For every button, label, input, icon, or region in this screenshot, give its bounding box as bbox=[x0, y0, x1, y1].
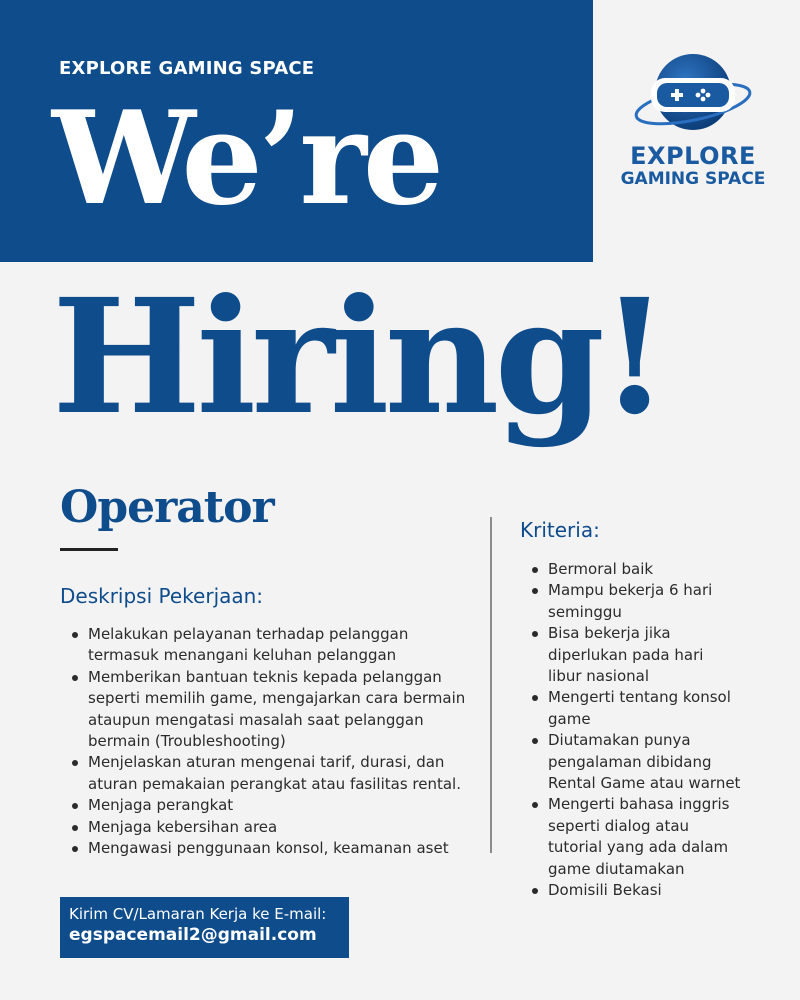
item-line: pengalaman dibidang bbox=[548, 752, 712, 771]
item-line: Diutamakan punya bbox=[548, 731, 691, 750]
criteria-list bbox=[522, 559, 762, 902]
item-line: seminggu bbox=[548, 602, 622, 621]
title-divider bbox=[60, 548, 118, 551]
item-line: termasuk menangani keluhan pelanggan bbox=[88, 646, 397, 665]
item-line: Bisa bekerja jika bbox=[548, 624, 671, 643]
contact-box bbox=[60, 897, 349, 958]
item-line: Bermoral baik bbox=[548, 560, 654, 578]
brand-logo bbox=[605, 48, 781, 198]
item-line: Memberikan bantuan teknis kepada pelanggan bbox=[88, 667, 442, 686]
list-item bbox=[522, 730, 762, 794]
list-item bbox=[62, 795, 482, 816]
item-line: Mengerti bahasa inggris bbox=[548, 795, 730, 814]
list-item bbox=[522, 880, 762, 901]
item-line: game bbox=[548, 709, 591, 728]
list-item bbox=[62, 667, 482, 753]
list-item bbox=[522, 794, 762, 880]
list-item bbox=[522, 559, 762, 580]
item-line: Melakukan pelayanan terhadap pelanggan bbox=[88, 625, 409, 643]
contact-label: Kirim CV/Lamaran Kerja ke E-mail: bbox=[69, 905, 327, 923]
item-line: Mengerti tentang konsol bbox=[548, 688, 731, 707]
column-divider bbox=[490, 517, 492, 853]
list-item bbox=[62, 752, 482, 795]
item-line: aturan pemakaian perangkat atau fasilitas rental. bbox=[88, 774, 461, 793]
job-title: Operator bbox=[60, 482, 274, 533]
logo-text-line-2: GAMING SPACE bbox=[620, 169, 766, 189]
contact-email[interactable]: egspacemail2@gmail.com bbox=[69, 925, 317, 945]
item-line: Mengawasi penggunaan konsol, keamanan aset bbox=[88, 839, 449, 858]
item-line: ataupun mengatasi masalah saat pelanggan bbox=[88, 710, 424, 729]
list-item bbox=[62, 624, 482, 667]
description-heading: Deskripsi Pekerjaan: bbox=[60, 584, 264, 608]
item-line: Rental Game atau warnet bbox=[548, 774, 741, 793]
item-line: Menjaga perangkat bbox=[88, 796, 234, 815]
list-item bbox=[522, 580, 762, 623]
headline-line-2: Hiring! bbox=[52, 265, 665, 450]
vr-headset-planet-icon bbox=[633, 48, 753, 140]
item-line: Menjelaskan aturan mengenai tarif, durasi, dan bbox=[88, 753, 445, 772]
criteria-heading: Kriteria: bbox=[520, 518, 600, 542]
headline-line-1: We’re bbox=[52, 84, 441, 234]
item-line: tutorial yang ada dalam bbox=[548, 838, 729, 857]
item-line: seperti memilih game, mengajarkan cara bermain bbox=[88, 689, 466, 708]
logo-text-line-1: EXPLORE bbox=[630, 142, 756, 170]
description-list bbox=[62, 624, 482, 859]
item-line: Mampu bekerja 6 hari bbox=[548, 581, 713, 600]
eyebrow-text: EXPLORE GAMING SPACE bbox=[59, 58, 315, 79]
item-line: bermain (Troubleshooting) bbox=[88, 732, 286, 751]
list-item bbox=[522, 623, 762, 687]
list-item bbox=[62, 838, 482, 859]
item-line: libur nasional bbox=[548, 667, 650, 686]
item-line: seperti dialog atau bbox=[548, 816, 690, 835]
list-item bbox=[522, 687, 762, 730]
item-line: game diutamakan bbox=[548, 859, 685, 878]
item-line: Domisili Bekasi bbox=[548, 881, 662, 900]
list-item bbox=[62, 817, 482, 838]
item-line: Menjaga kebersihan area bbox=[88, 817, 278, 836]
item-line: diperlukan pada hari bbox=[548, 645, 704, 664]
